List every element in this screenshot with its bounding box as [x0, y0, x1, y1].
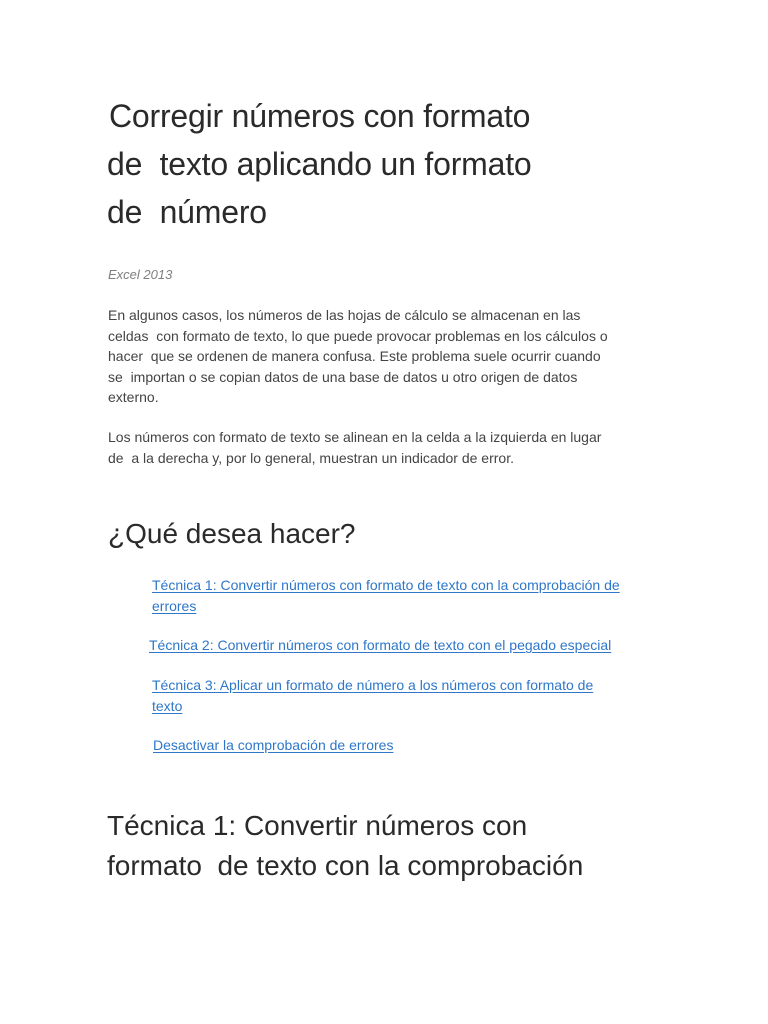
link-technique-1-continued[interactable]: errores	[152, 598, 197, 614]
link-technique-3-continued[interactable]: texto	[152, 698, 183, 714]
page-title-line: de número	[107, 194, 267, 230]
applies-to-label: Excel 2013	[108, 267, 173, 282]
paragraph-line: hacer que se ordenen de manera confusa. Este problema suele ocurrir cuando	[108, 348, 601, 364]
link-disable-error-checking[interactable]: Desactivar la comprobación de errores	[153, 737, 394, 753]
page-title-line: de texto aplicando un formato	[107, 146, 532, 182]
technique-heading-line: formato de texto con la comprobación	[107, 850, 584, 881]
paragraph-line: se importan o se copian datos de una base de datos u otro origen de datos	[108, 369, 578, 385]
link-technique-1[interactable]: Técnica 1: Convertir números con formato de texto con la comprobación de	[152, 577, 620, 593]
technique-heading-line: Técnica 1: Convertir números con	[107, 810, 528, 841]
paragraph-line: Los números con formato de texto se alinean en la celda a la izquierda en lugar	[108, 429, 602, 445]
page-title-line: Corregir números con formato	[109, 98, 531, 134]
link-technique-3[interactable]: Técnica 3: Aplicar un formato de número a los números con formato de	[152, 677, 594, 693]
paragraph-line: celdas con formato de texto, lo que puede provocar problemas en los cálculos o	[108, 328, 608, 344]
link-technique-2[interactable]: Técnica 2: Convertir números con formato de texto con el pegado especial	[149, 637, 612, 653]
section-heading: ¿Qué desea hacer?	[108, 518, 356, 549]
paragraph-line: externo.	[108, 389, 159, 405]
paragraph-line: En algunos casos, los números de las hojas de cálculo se almacenan en las	[108, 307, 581, 323]
paragraph-line: de a la derecha y, por lo general, muestran un indicador de error.	[108, 450, 514, 466]
